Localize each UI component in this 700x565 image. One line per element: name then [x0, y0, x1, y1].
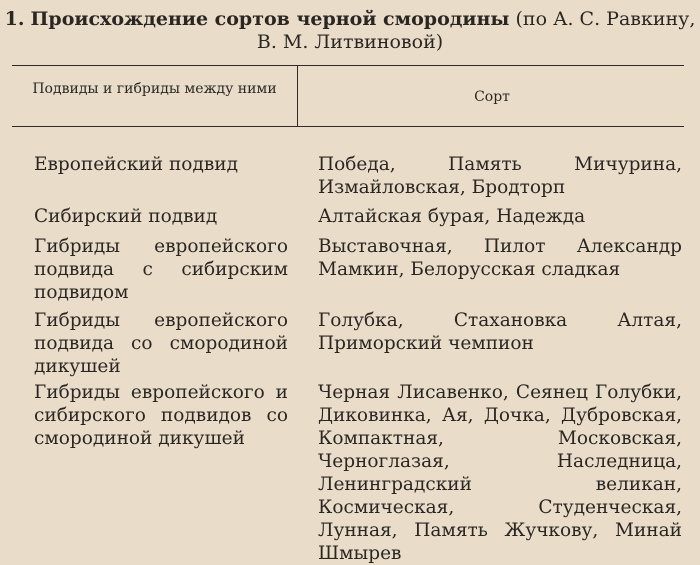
row-subspecies: Европейский подвид [34, 154, 238, 175]
header-bottom-rule [12, 126, 684, 127]
table-top-rule [12, 65, 684, 66]
header-column-divider [297, 66, 298, 126]
row-subspecies: Гибриды европейского и сибирского подвидов со смородиной дикушей [34, 382, 288, 449]
row-subspecies: Гибриды европейского подвида с сибирским подвидом [34, 236, 288, 303]
header-variety: Сорт [474, 89, 510, 105]
table-title-main: Происхождение сортов черной смородины [30, 8, 510, 30]
table-title-source: (по А. С. Равкину, В. М. Литвиновой) [256, 8, 696, 53]
row-varieties: Черная Лисавенко, Сеянец Голубки, Диковинка, Ая, Дочка, Дубровская, Компактная, Московская, Черноглазая, Наследница, Ленинградский великан, Космическая, Студенческая, Лунная, Память Жучкову, Минай Шмырев [318, 382, 682, 564]
table-title [0, 8, 700, 54]
row-varieties: Алтайская бурая, Надежда [318, 206, 586, 227]
header-subspecies: Подвиды и гибриды между ними [32, 81, 277, 97]
table-number: 1. [4, 8, 25, 30]
row-subspecies: Сибирский подвид [34, 206, 218, 227]
row-varieties: Победа, Память Мичурина, Измайловская, Бродторп [318, 154, 682, 198]
row-varieties: Голубка, Стахановка Алтая, Приморский чемпион [318, 310, 682, 354]
row-subspecies: Гибриды европейского подвида со смородиной дикушей [34, 310, 288, 377]
row-varieties: Выставочная, Пилот Александр Мамкин, Белорусская сладкая [318, 236, 682, 280]
